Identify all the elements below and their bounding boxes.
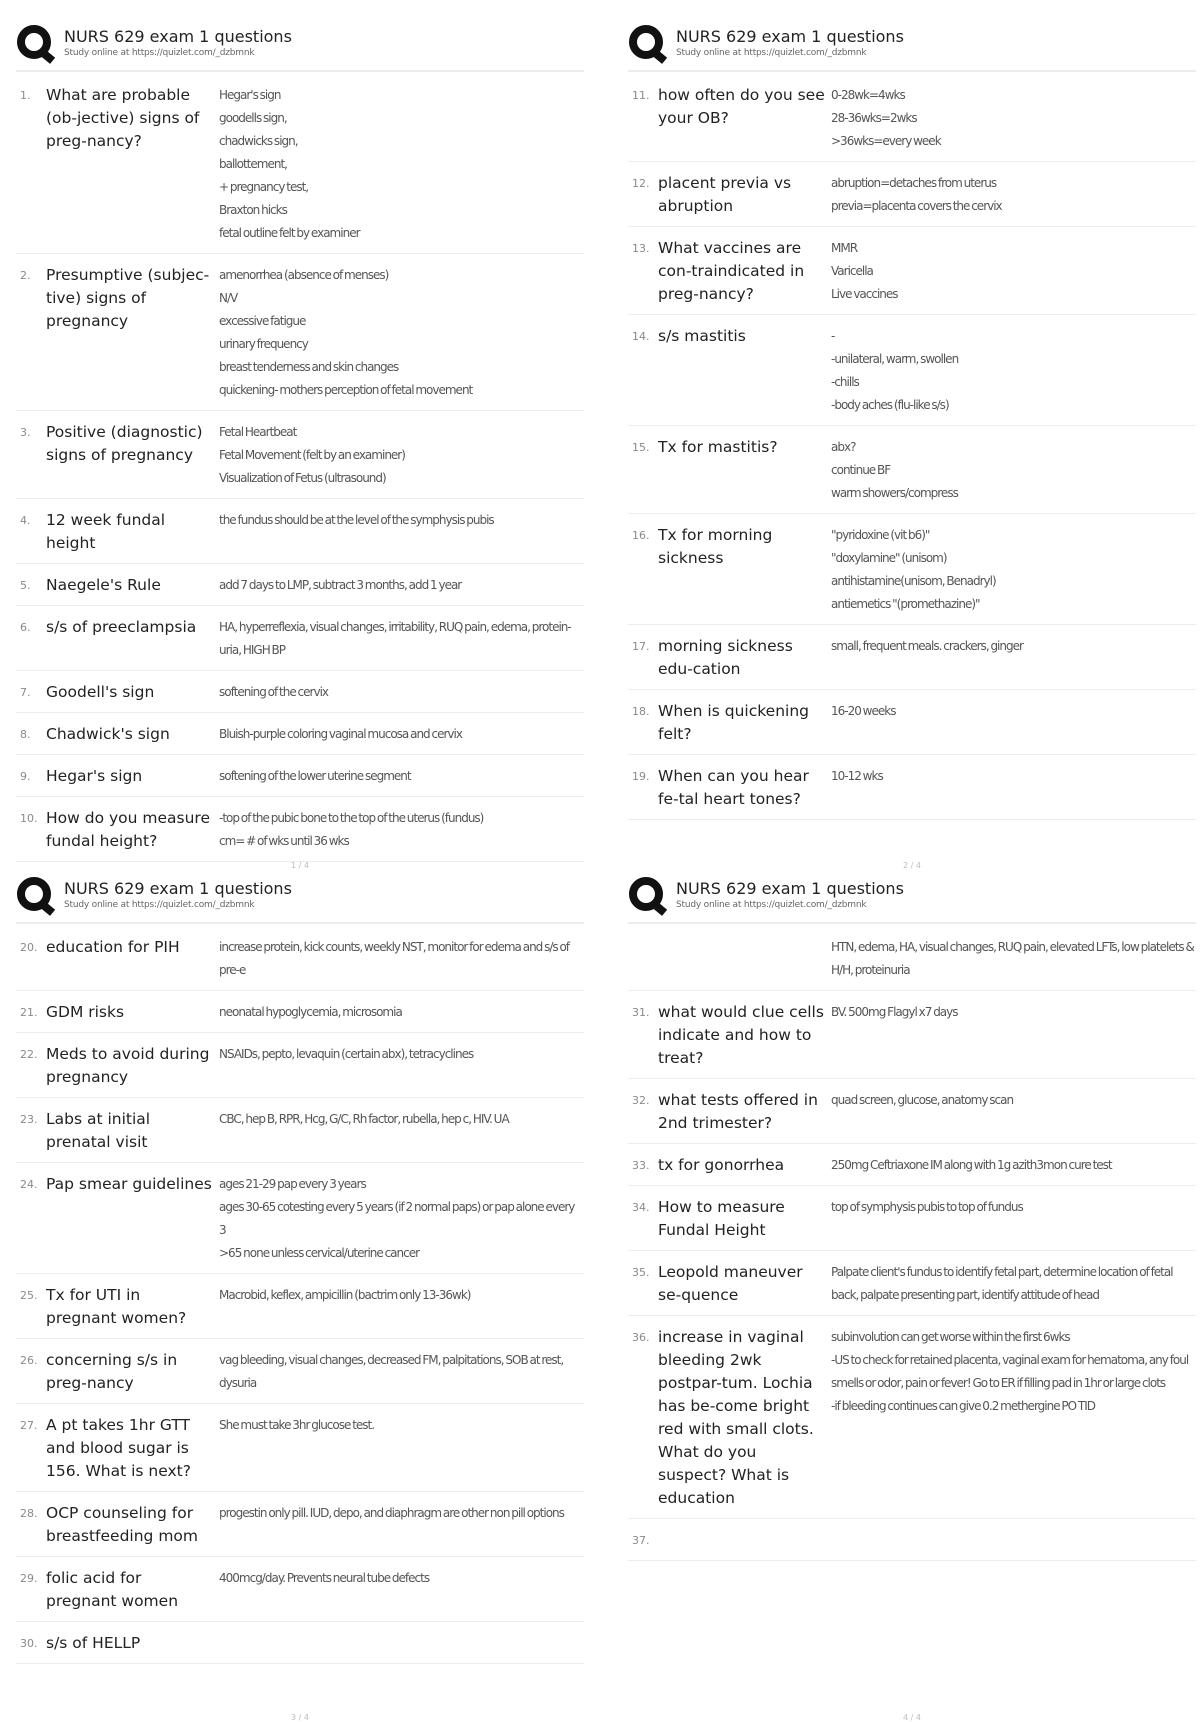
question-row: [628, 426, 1196, 514]
question-definition: [831, 84, 1196, 153]
question-number: 27.: [20, 1419, 38, 1432]
question-term: what tests offered in 2nd trimester?: [658, 1091, 818, 1132]
question-number: 32.: [632, 1094, 650, 1107]
page-header: [16, 20, 584, 66]
question-number: 22.: [20, 1048, 38, 1061]
question-row: [628, 1519, 1196, 1561]
question-definition: [219, 1284, 584, 1330]
question-number: 3.: [20, 426, 31, 439]
question-definition: [831, 936, 1196, 982]
definition-line: quickening- mothers perception of fetal movement: [219, 383, 473, 397]
question-definition: [831, 700, 1196, 746]
question-row: [628, 162, 1196, 227]
question-term: increase in vaginal bleeding 2wk postpar-tum. Lochia has be-come bright red with small clots. What do you suspect? What is education: [658, 1328, 814, 1507]
question-term: s/s of HELLP: [46, 1634, 141, 1652]
quizlet-logo-icon: [628, 24, 666, 62]
definition-line: neonatal hypoglycemia, microsomia: [219, 1005, 402, 1019]
question-number: 30.: [20, 1637, 38, 1650]
question-number: 5.: [20, 579, 31, 592]
definition-line: NSAIDs, pepto, levaquin (certain abx), tetracyclines: [219, 1047, 474, 1061]
definition-line: -: [831, 329, 835, 343]
question-row: [628, 514, 1196, 625]
question-term: morning sickness edu-cation: [658, 637, 793, 678]
page-number: 4 / 4: [903, 1713, 921, 1722]
question-definition: [831, 436, 1196, 505]
definition-line: subinvolution can get worse within the first 6wks: [831, 1330, 1070, 1344]
definition-line: MMR: [831, 241, 858, 255]
question-definition: [219, 1632, 584, 1655]
question-term: 12 week fundal height: [46, 511, 166, 552]
question-definition: [219, 509, 584, 555]
question-term: Pap smear guidelines: [46, 1175, 212, 1193]
definition-line: -if bleeding continues can give 0.2 methergine PO TID: [831, 1399, 1096, 1413]
definition-line: "doxylamine" (unisom): [831, 551, 947, 565]
question-row: [628, 926, 1196, 991]
header-divider: [16, 922, 584, 924]
definition-line: Bluish-purple coloring vaginal mucosa and cervix: [219, 727, 462, 741]
definition-line: 0-28wk=4wks: [831, 88, 905, 102]
question-number: 16.: [632, 529, 650, 542]
definition-line: -unilateral, warm, swollen: [831, 352, 959, 366]
question-row: [16, 606, 584, 671]
question-number: 28.: [20, 1507, 38, 1520]
question-row: [16, 564, 584, 606]
question-row: [16, 74, 584, 254]
definition-line: continue BF: [831, 463, 891, 477]
question-term: tx for gonorrhea: [658, 1156, 785, 1174]
question-row: [628, 227, 1196, 315]
question-row: [16, 991, 584, 1033]
question-term: A pt takes 1hr GTT and blood sugar is 156. What is next?: [46, 1416, 191, 1480]
definition-line: dysuria: [219, 1376, 257, 1390]
question-number: 13.: [632, 242, 650, 255]
question-term: Positive (diagnostic) signs of pregnancy: [46, 423, 203, 464]
question-number: 11.: [632, 89, 650, 102]
question-term: What are probable (ob-jective) signs of preg-nancy?: [46, 86, 200, 150]
definition-line: pre-e: [219, 963, 246, 977]
question-definition: [831, 237, 1196, 306]
question-number: 25.: [20, 1289, 38, 1302]
question-definition: [831, 172, 1196, 218]
question-number: 18.: [632, 705, 650, 718]
question-definition: [219, 84, 584, 245]
question-term: Hegar's sign: [46, 767, 143, 785]
question-row: [628, 1316, 1196, 1519]
question-term: Meds to avoid during pregnancy: [46, 1045, 210, 1086]
question-definition: [831, 524, 1196, 616]
definition-line: uria, HIGH BP: [219, 643, 286, 657]
question-number: 29.: [20, 1572, 38, 1585]
question-number: 7.: [20, 686, 31, 699]
question-number: 17.: [632, 640, 650, 653]
question-definition: [831, 1154, 1196, 1177]
definition-line: vag bleeding, visual changes, decreased FM, palpitations, SOB at rest,: [219, 1353, 564, 1367]
question-definition: [219, 807, 584, 853]
question-number: 6.: [20, 621, 31, 634]
question-number: 12.: [632, 177, 650, 190]
question-definition: [219, 1173, 584, 1265]
question-definition: [219, 1567, 584, 1613]
header-divider: [628, 70, 1196, 72]
question-definition: [831, 325, 1196, 417]
definition-line: excessive fatigue: [219, 314, 306, 328]
question-row: [16, 926, 584, 991]
question-row: [16, 1404, 584, 1492]
question-row: [628, 1186, 1196, 1251]
question-term: [658, 936, 831, 982]
definition-line: Hegar's sign: [219, 88, 281, 102]
definition-line: ages 21-29 pap every 3 years: [219, 1177, 366, 1191]
question-row: [628, 690, 1196, 755]
study-link[interactable]: Study online at https://quizlet.com/_dzbmnk: [64, 900, 255, 910]
question-number: 24.: [20, 1178, 38, 1191]
definition-line: Live vaccines: [831, 287, 898, 301]
question-row: [16, 1492, 584, 1557]
study-link[interactable]: Study online at https://quizlet.com/_dzbmnk: [676, 900, 867, 910]
definition-line: progestin only pill. IUD, depo, and diaphragm are other non pill options: [219, 1506, 564, 1520]
definition-line: cm= # of wks until 36 wks: [219, 834, 349, 848]
question-definition: [219, 574, 584, 597]
question-definition: [219, 1414, 584, 1483]
page-2: [628, 20, 1196, 870]
question-row: [628, 625, 1196, 690]
question-number: 2.: [20, 269, 31, 282]
definition-line: antihistamine(unisom, Benadryl): [831, 574, 996, 588]
question-definition: [219, 1349, 584, 1395]
definition-line: previa=placenta covers the cervix: [831, 199, 1002, 213]
page-4: [628, 872, 1196, 1722]
question-term: Labs at initial prenatal visit: [46, 1110, 151, 1151]
definition-line: smells or odor, pain or fever! Go to ER if filling pad in 1hr or large clots: [831, 1376, 1166, 1390]
question-number: 15.: [632, 441, 650, 454]
question-definition: [219, 421, 584, 490]
definition-line: Visualization of Fetus (ultrasound): [219, 471, 386, 485]
question-row: [628, 1144, 1196, 1186]
question-row: [16, 1033, 584, 1098]
definition-line: -chills: [831, 375, 859, 389]
definition-line: N/V: [219, 291, 238, 305]
question-definition: [219, 264, 584, 402]
question-number: 35.: [632, 1266, 650, 1279]
question-number: 20.: [20, 941, 38, 954]
study-link[interactable]: Study online at https://quizlet.com/_dzbmnk: [64, 48, 255, 58]
definition-line: + pregnancy test,: [219, 180, 309, 194]
question-definition: [219, 681, 584, 704]
question-term: Goodell's sign: [46, 683, 155, 701]
question-row: [16, 671, 584, 713]
question-number: 36.: [632, 1331, 650, 1344]
page-title: NURS 629 exam 1 questions: [676, 879, 904, 898]
page-number: 1 / 4: [291, 861, 309, 870]
question-term: When is quickening felt?: [658, 702, 809, 743]
definition-line: H/H, proteinuria: [831, 963, 910, 977]
question-definition: [831, 635, 1196, 681]
definition-line: >36wks=every week: [831, 134, 941, 148]
question-definition: [831, 765, 1196, 811]
question-term: How do you measure fundal height?: [46, 809, 210, 850]
question-number: 23.: [20, 1113, 38, 1126]
question-definition: [831, 1196, 1196, 1242]
question-number: 4.: [20, 514, 31, 527]
question-definition: [219, 1502, 584, 1548]
definition-line: abruption=detaches from uterus: [831, 176, 997, 190]
study-link[interactable]: Study online at https://quizlet.com/_dzbmnk: [676, 48, 867, 58]
definition-line: Fetal Heartbeat: [219, 425, 297, 439]
page-3: [16, 872, 584, 1722]
definition-line: breast tenderness and skin changes: [219, 360, 399, 374]
definition-line: 10-12 wks: [831, 769, 883, 783]
page-number: 3 / 4: [291, 1713, 309, 1722]
definition-line: small, frequent meals. crackers, ginger: [831, 639, 1023, 653]
header-divider: [628, 922, 1196, 924]
question-term: placent previa vs abruption: [658, 174, 792, 215]
question-row: [16, 499, 584, 564]
question-definition: [219, 765, 584, 788]
definition-line: back, palpate presenting part, identify attitude of head: [831, 1288, 1100, 1302]
question-definition: [219, 1043, 584, 1089]
quizlet-logo-icon: [16, 24, 54, 62]
question-number: 21.: [20, 1006, 38, 1019]
question-row: [16, 1339, 584, 1404]
definition-line: HA, hyperreflexia, visual changes, irritability, RUQ pain, edema, protein-: [219, 620, 571, 634]
page-title: NURS 629 exam 1 questions: [64, 27, 292, 46]
question-definition: [219, 723, 584, 746]
definition-line: antiemetics "(promethazine)": [831, 597, 980, 611]
question-term: How to measure Fundal Height: [658, 1198, 785, 1239]
question-row: [16, 1557, 584, 1622]
definition-line: 400mcg/day. Prevents neural tube defects: [219, 1571, 430, 1585]
definition-line: goodells sign,: [219, 111, 287, 125]
definition-line: ages 30-65 cotesting every 5 years (if 2 normal paps) or pap alone every: [219, 1200, 575, 1214]
question-number: 9.: [20, 770, 31, 783]
question-definition: [831, 1261, 1196, 1307]
question-number: 33.: [632, 1159, 650, 1172]
page-title: NURS 629 exam 1 questions: [64, 879, 292, 898]
quizlet-logo-icon: [628, 876, 666, 914]
definition-line: fetal outline felt by examiner: [219, 226, 360, 240]
question-definition: [831, 1326, 1196, 1510]
page-1: [16, 20, 584, 870]
definition-line: softening of the cervix: [219, 685, 329, 699]
question-term: Tx for mastitis?: [658, 438, 778, 456]
definition-line: 250mg Ceftriaxone IM along with 1g azith3mon cure test: [831, 1158, 1112, 1172]
question-term: GDM risks: [46, 1003, 125, 1021]
header-divider: [16, 70, 584, 72]
question-number: 10.: [20, 812, 38, 825]
question-term: Chadwick's sign: [46, 725, 170, 743]
definition-line: 3: [219, 1223, 226, 1237]
page-title: NURS 629 exam 1 questions: [676, 27, 904, 46]
definition-line: 28-36wks=2wks: [831, 111, 917, 125]
definition-line: 16-20 weeks: [831, 704, 896, 718]
page-header: [16, 872, 584, 918]
question-term: OCP counseling for breastfeeding mom: [46, 1504, 199, 1545]
question-definition: [831, 1001, 1196, 1070]
question-number: 8.: [20, 728, 31, 741]
question-number: 37.: [632, 1534, 650, 1547]
definition-line: -US to check for retained placenta, vaginal exam for hematoma, any foul: [831, 1353, 1189, 1367]
question-row: [16, 411, 584, 499]
definition-line: chadwicks sign,: [219, 134, 298, 148]
definition-line: ballottement,: [219, 157, 287, 171]
question-term: [658, 1529, 831, 1552]
definition-line: abx?: [831, 440, 856, 454]
question-row: [16, 1163, 584, 1274]
definition-line: the fundus should be at the level of the symphysis pubis: [219, 513, 494, 527]
page-header: [628, 20, 1196, 66]
question-number: 34.: [632, 1201, 650, 1214]
question-number: 26.: [20, 1354, 38, 1367]
definition-line: amenorrhea (absence of menses): [219, 268, 389, 282]
question-row: [628, 991, 1196, 1079]
question-term: When can you hear fe-tal heart tones?: [658, 767, 809, 808]
definition-line: Fetal Movement (felt by an examiner): [219, 448, 405, 462]
question-number: 14.: [632, 330, 650, 343]
definition-line: She must take 3hr glucose test.: [219, 1418, 375, 1432]
question-row: [16, 713, 584, 755]
question-row: [16, 755, 584, 797]
question-row: [16, 1098, 584, 1163]
definition-line: urinary frequency: [219, 337, 308, 351]
question-term: what would clue cells indicate and how to treat?: [658, 1003, 824, 1067]
definition-line: -body aches (flu-like s/s): [831, 398, 949, 412]
definition-line: "pyridoxine (vit b6)": [831, 528, 930, 542]
definition-line: BV. 500mg Flagyl x7 days: [831, 1005, 958, 1019]
definition-line: Varicella: [831, 264, 873, 278]
question-term: folic acid for pregnant women: [46, 1569, 179, 1610]
question-term: s/s mastitis: [658, 327, 746, 345]
page-number: 2 / 4: [903, 861, 921, 870]
question-row: [16, 797, 584, 862]
definition-line: HTN, edema, HA, visual changes, RUQ pain, elevated LFTs, low platelets &: [831, 940, 1194, 954]
question-definition: [219, 616, 584, 662]
question-term: how often do you see your OB?: [658, 86, 825, 127]
question-definition: [219, 936, 584, 982]
question-term: Tx for UTI in pregnant women?: [46, 1286, 187, 1327]
question-row: [628, 1251, 1196, 1316]
question-number: 31.: [632, 1006, 650, 1019]
question-number: 1.: [20, 89, 31, 102]
question-term: s/s of preeclampsia: [46, 618, 197, 636]
question-row: [16, 1622, 584, 1664]
definition-line: Macrobid, keflex, ampicillin (bactrim only 13-36wk): [219, 1288, 471, 1302]
definition-line: quad screen, glucose, anatomy scan: [831, 1093, 1014, 1107]
question-definition: [831, 1089, 1196, 1135]
definition-line: CBC, hep B, RPR, Hcg, G/C, Rh factor, rubella, hep c, HIV. UA: [219, 1112, 509, 1126]
question-definition: [831, 1529, 1196, 1552]
question-row: [628, 315, 1196, 426]
question-definition: [219, 1108, 584, 1154]
question-number: [628, 936, 658, 982]
question-row: [16, 254, 584, 411]
question-row: [16, 1274, 584, 1339]
definition-line: -top of the pubic bone to the top of the uterus (fundus): [219, 811, 484, 825]
definition-line: >65 none unless cervical/uterine cancer: [219, 1246, 420, 1260]
definition-line: add 7 days to LMP, subtract 3 months, add 1 year: [219, 578, 462, 592]
definition-line: Braxton hicks: [219, 203, 287, 217]
definition-line: increase protein, kick counts, weekly NST, monitor for edema and s/s of: [219, 940, 570, 954]
question-definition: [219, 1001, 584, 1024]
definition-line: warm showers/compress: [831, 486, 958, 500]
definition-line: top of symphysis pubis to top of fundus: [831, 1200, 1023, 1214]
page-header: [628, 872, 1196, 918]
question-term: Tx for morning sickness: [658, 526, 773, 567]
definition-line: softening of the lower uterine segment: [219, 769, 411, 783]
quizlet-logo-icon: [16, 876, 54, 914]
question-term: Leopold maneuver se-quence: [658, 1263, 803, 1304]
question-number: 19.: [632, 770, 650, 783]
question-term: concerning s/s in preg-nancy: [46, 1351, 178, 1392]
question-row: [628, 74, 1196, 162]
question-term: Presumptive (subjec-tive) signs of pregnancy: [46, 266, 210, 330]
question-term: Naegele's Rule: [46, 576, 161, 594]
question-term: What vaccines are con-traindicated in preg-nancy?: [658, 239, 805, 303]
question-row: [628, 755, 1196, 820]
question-row: [628, 1079, 1196, 1144]
question-term: education for PIH: [46, 938, 180, 956]
definition-line: Palpate client's fundus to identify fetal part, determine location of fetal: [831, 1265, 1173, 1279]
